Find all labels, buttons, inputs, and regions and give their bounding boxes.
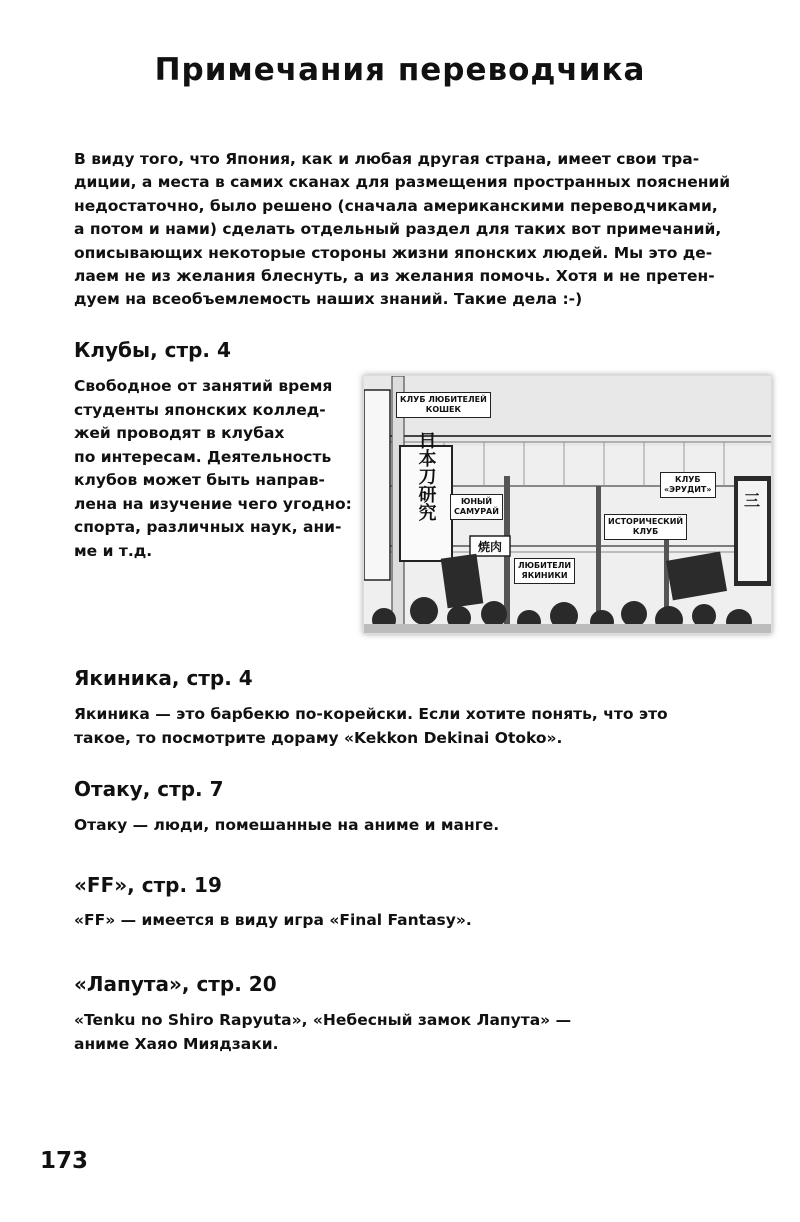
body-line: «FF» — имеется в виду игра «Final Fantasy». [74, 911, 472, 929]
page-number: 173 [40, 1148, 89, 1174]
body-line: студенты японских коллед- [74, 400, 326, 419]
intro-paragraph [74, 148, 731, 312]
body-line: такое, то посмотрите дораму «Kekkon Dekinai Otoko». [74, 728, 563, 747]
section-body-laputa [74, 1009, 571, 1056]
label-young-samurai: ЮНЫЙ САМУРАЙ [450, 494, 503, 520]
body-line: спорта, различных наук, ани- [74, 518, 342, 536]
intro-line: а потом и нами) сделать отдельный раздел для таких вот примечаний, [74, 220, 722, 239]
body-line: ме и т.д. [74, 541, 153, 560]
section-body-otaku [74, 814, 499, 838]
intro-line: лаем не из желания блеснуть, а из желания помочь. Хотя и не претен- [74, 267, 715, 286]
body-line: клубов может быть направ- [74, 471, 325, 489]
section-body-clubs [74, 375, 352, 563]
intro-line: В виду того, что Япония, как и любая другая страна, имеет свои тра- [74, 150, 700, 168]
body-line: «Tenku no Shiro Rapyuta», «Небесный замок Лапута» — [74, 1011, 572, 1029]
label-erudite-club: КЛУБ «ЭРУДИТ» [660, 472, 716, 498]
intro-line: описывающих некоторые стороны жизни японских людей. Мы это де- [74, 243, 713, 262]
page-title: Примечания переводчика [154, 52, 646, 88]
body-line: Свободное от занятий время [74, 377, 333, 395]
small-sign-glyph: 焼肉 [477, 540, 503, 554]
section-heading-otaku: Отаку, стр. 7 [74, 777, 224, 801]
body-line: Отаку — люди, помешанные на аниме и манге. [74, 816, 500, 834]
right-sign-glyph: 三 [743, 491, 761, 510]
intro-line: недостаточно, было решено (сначала американскими переводчиками, [74, 196, 718, 215]
body-line: жей проводят в клубах [74, 424, 285, 442]
manga-panel-image [363, 375, 772, 634]
label-history-club: ИСТОРИЧЕСКИЙ КЛУБ [604, 514, 687, 540]
tall-sign-glyph: 日本刀研究 [415, 431, 437, 521]
section-heading-clubs: Клубы, стр. 4 [74, 338, 231, 362]
section-heading-yakiniku: Якиника, стр. 4 [74, 666, 253, 690]
section-heading-laputa: «Лапута», стр. 20 [74, 972, 277, 996]
intro-line: дуем на всеобъемлемость наших знаний. Такие дела :-) [74, 290, 583, 309]
label-yakiniku-lovers: ЛЮБИТЕЛИ ЯКИНИКИ [514, 558, 575, 584]
section-body-ff [74, 909, 472, 933]
body-line: Якиника — это барбекю по-корейски. Если хотите понять, что это [74, 705, 668, 723]
body-line: по интересам. Деятельность [74, 447, 332, 466]
body-line: лена на изучение чего угодно: [74, 494, 352, 513]
section-body-yakiniku [74, 703, 668, 750]
body-line: аниме Хаяо Миядзаки. [74, 1034, 279, 1053]
section-heading-ff: «FF», стр. 19 [74, 873, 222, 897]
intro-line: диции, а места в самих сканах для размещения пространных пояснений [74, 173, 731, 192]
label-cat-club: КЛУБ ЛЮБИТЕЛЕЙ КОШЕК [396, 392, 491, 418]
